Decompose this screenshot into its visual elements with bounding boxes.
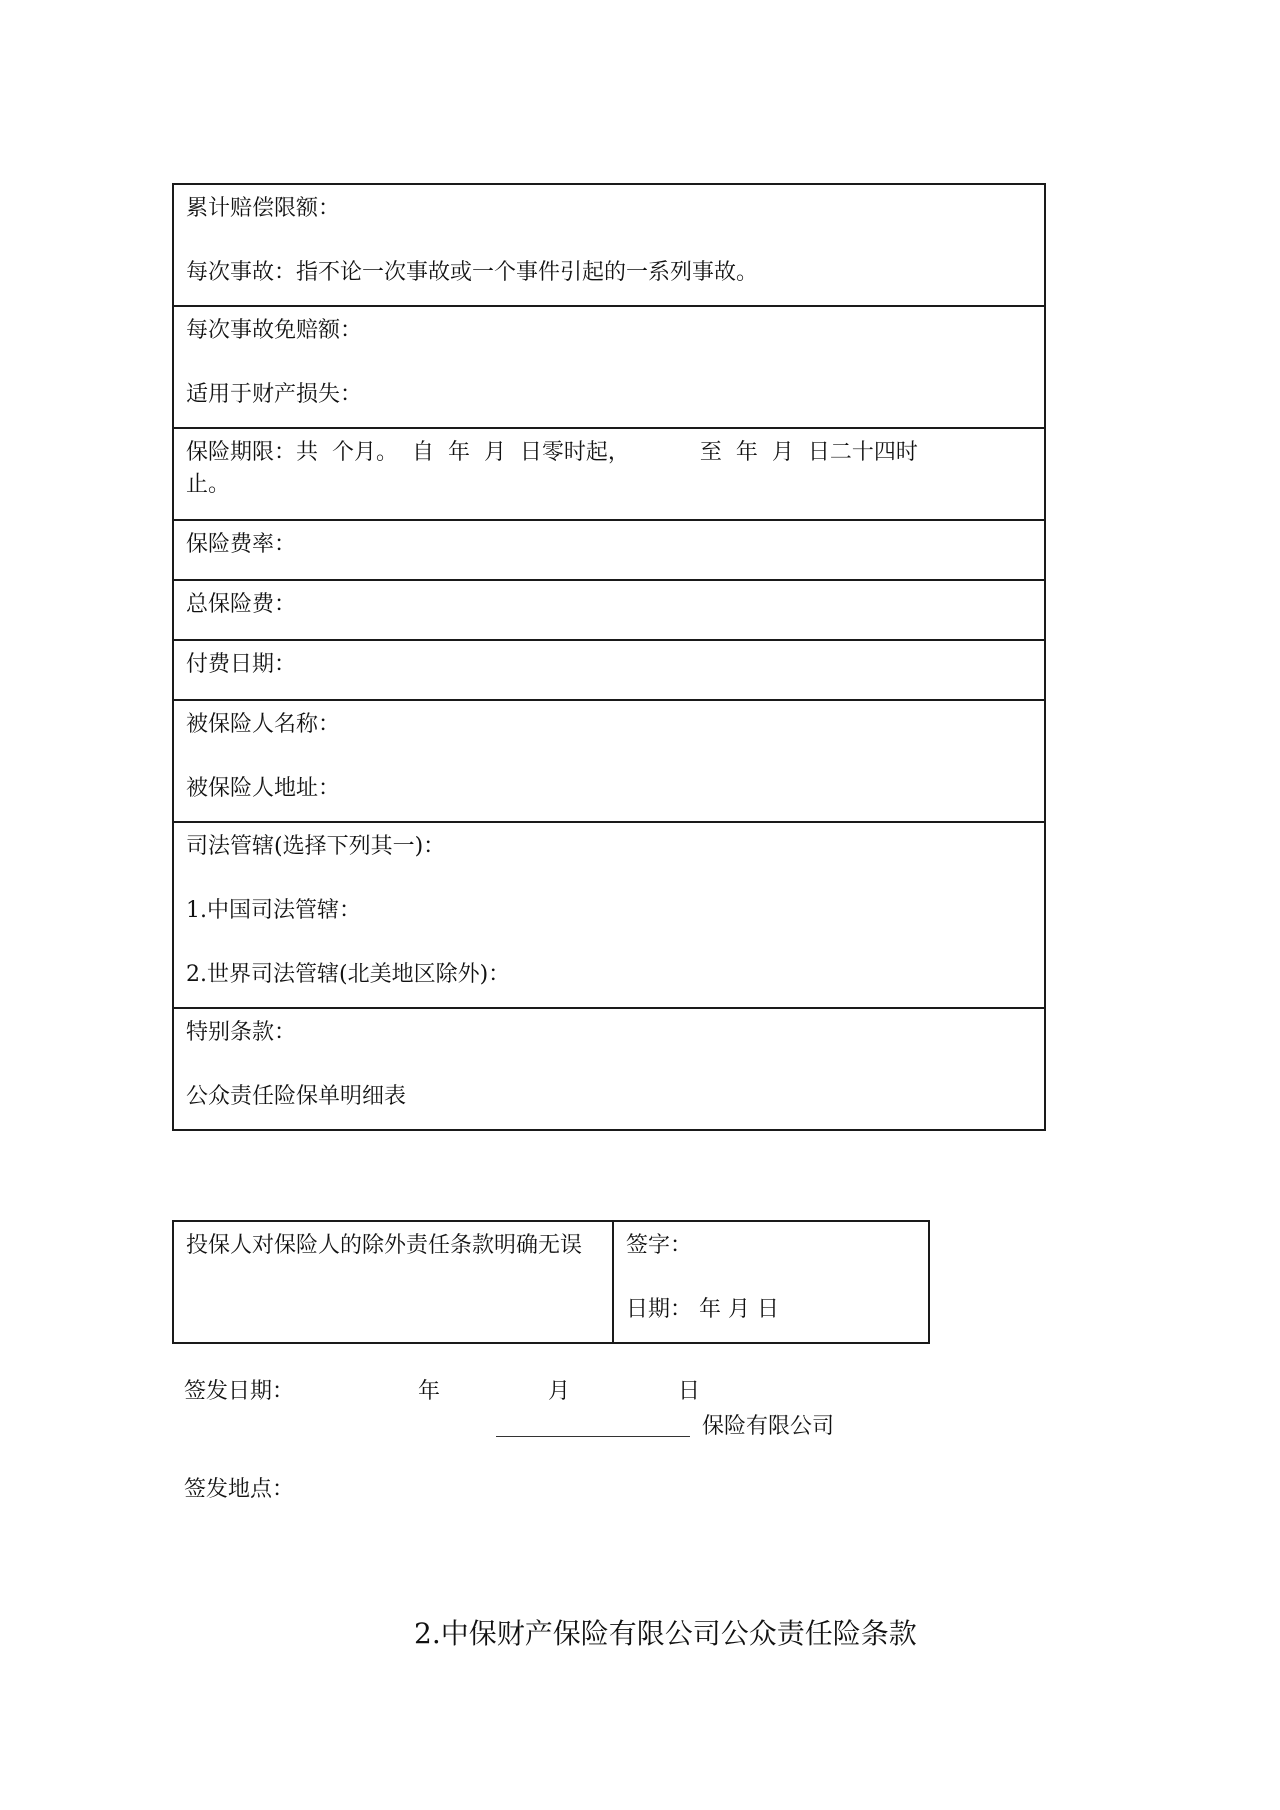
signature-date-label: 日期： 年 月 日 — [626, 1297, 779, 1322]
next-section-title: 2.中保财产保险有限公司公众责任险条款 — [414, 1617, 917, 1650]
special-terms-cell — [173, 1008, 1045, 1130]
issue-year-label: 年 — [418, 1379, 441, 1404]
jurisdiction-cell — [173, 822, 1045, 1008]
table-row — [173, 640, 1045, 700]
jurisdiction-option-world: 2.世界司法管辖(北美地区除外)： — [186, 962, 511, 987]
insurance-period-line: 保险期限：共 个月。 自 年 月 日零时起， 至 年 月 日二十四时 — [186, 440, 918, 465]
special-terms-label: 特别条款： — [186, 1020, 297, 1045]
signature-label: 签字： — [626, 1233, 693, 1258]
insured-address-label: 被保险人地址： — [186, 776, 341, 801]
per-accident-definition: 每次事故：指不论一次事故或一个事件引起的一系列事故。 — [186, 260, 759, 285]
table-row — [173, 428, 1045, 520]
deductible-cell — [173, 306, 1045, 428]
payment-date-cell: 付费日期： — [173, 640, 1045, 700]
company-suffix: 保险有限公司 — [702, 1414, 835, 1439]
jurisdiction-title: 司法管辖(选择下列其一)： — [186, 834, 446, 859]
policy-schedule-table — [172, 183, 1046, 1131]
issue-day-label: 日 — [678, 1379, 701, 1404]
acknowledgement-table — [172, 1220, 930, 1344]
company-name-blank — [496, 1436, 690, 1437]
jurisdiction-option-china: 1.中国司法管辖： — [186, 898, 361, 923]
premium-rate-cell: 保险费率： — [173, 520, 1045, 580]
issue-month-label: 月 — [548, 1379, 571, 1404]
insurance-period-end: 止。 — [186, 472, 231, 497]
period-cell — [173, 428, 1045, 520]
deductible-scope: 适用于财产损失： — [186, 382, 363, 407]
table-row — [173, 1008, 1045, 1130]
table-row — [173, 700, 1045, 822]
total-premium-cell: 总保险费： — [173, 580, 1045, 640]
table-row — [173, 1221, 929, 1343]
table-row — [173, 184, 1045, 306]
issue-date-label: 签发日期： — [184, 1379, 295, 1404]
table-row — [173, 580, 1045, 640]
cumulative-limit-label: 累计赔偿限额： — [186, 196, 341, 221]
schedule-name: 公众责任险保单明细表 — [186, 1084, 407, 1109]
table-row — [173, 822, 1045, 1008]
issue-place-label: 签发地点： — [184, 1477, 295, 1502]
insured-cell — [173, 700, 1045, 822]
table-row — [173, 306, 1045, 428]
acknowledgement-statement: 投保人对保险人的除外责任条款明确无误 — [173, 1221, 613, 1343]
signature-cell — [613, 1221, 929, 1343]
insured-name-label: 被保险人名称： — [186, 712, 341, 737]
limit-cell — [173, 184, 1045, 306]
table-row — [173, 520, 1045, 580]
deductible-label: 每次事故免赔额： — [186, 318, 363, 343]
